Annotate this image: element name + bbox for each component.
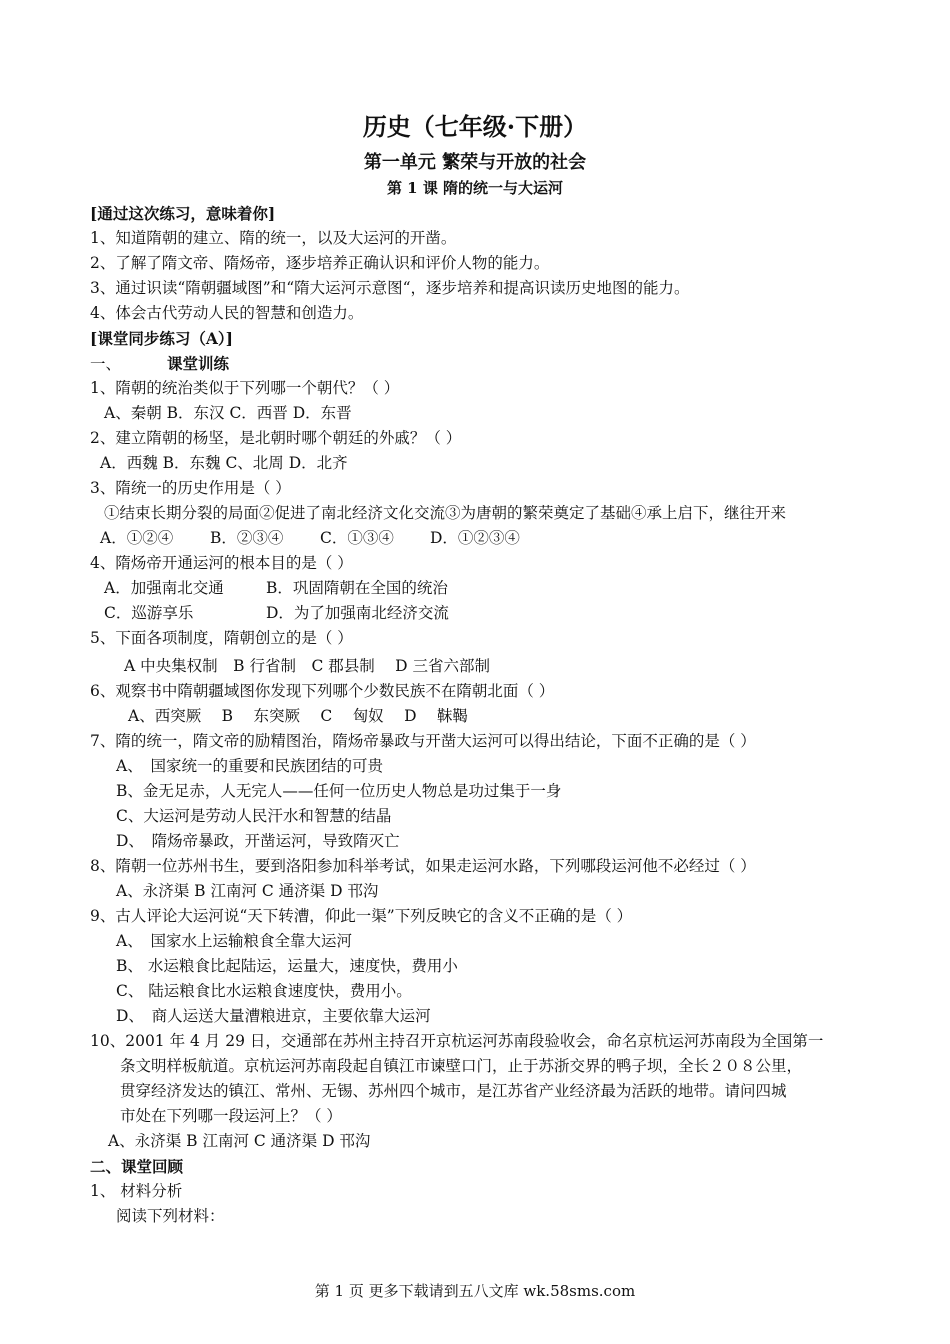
- page-title: 历史（七年级·下册）: [362, 112, 588, 141]
- question-10-line: 10、2001 年 4 月 29 日，交通部在苏州主持召开京杭运河苏南段验收会，命名京杭运河苏南段为全国第一: [90, 1032, 824, 1050]
- option-a: A．①②④: [100, 529, 174, 547]
- question-2: 2、建立隋朝的杨坚，是北朝时哪个朝廷的外戚？（ ）: [90, 429, 462, 447]
- page-footer: 第 1 页 更多下载请到五八文库 wk.58sms.com: [314, 1282, 636, 1300]
- question-5-options: A 中央集权制 B 行省制 C 郡县制 D 三省六部制: [124, 657, 491, 675]
- section-1-heading: [90, 351, 880, 376]
- question-3-options: [90, 526, 880, 551]
- question-4-options-row1: [90, 576, 880, 601]
- question-6-options: A、西突厥 B 东突厥 C 匈奴 D 靺鞨: [128, 707, 468, 725]
- goal-item: 4、体会古代劳动人民的智慧和创造力。: [90, 304, 364, 322]
- question-9-option-a: A、 国家水上运输粮食全靠大运河: [116, 932, 352, 950]
- option-c: C．巡游享乐: [104, 604, 194, 622]
- question-4: 4、隋炀帝开通运河的根本目的是（ ）: [90, 554, 353, 572]
- question-7-option-a: A、 国家统一的重要和民族团结的可贵: [116, 757, 383, 775]
- question-9: 9、古人评论大运河说“天下转漕，仰此一渠”下列反映它的含义不正确的是（ ）: [90, 907, 633, 925]
- question-7-option-c: C、大运河是劳动人民汗水和智慧的结晶: [116, 807, 392, 825]
- lesson-title: 第 1 课 隋的统一与大运河: [386, 179, 564, 197]
- question-7: 7、隋的统一，隋文帝的励精图治，隋炀帝暴政与开凿大运河可以得出结论，下面不正确的是（ ）: [90, 732, 756, 750]
- question-1: 1、隋朝的统治类似于下列哪一个朝代？（ ）: [90, 379, 400, 397]
- section-1-title: 课堂训练: [167, 354, 230, 373]
- question-5: 5、下面各项制度，隋朝创立的是（ ）: [90, 629, 353, 647]
- question-4-options-row2: [90, 601, 880, 626]
- option-a: A．加强南北交通: [104, 579, 224, 597]
- question-9-option-b: B、 水运粮食比起陆运，运量大，速度快，费用小: [116, 957, 458, 975]
- question-10-line: 市处在下列哪一段运河上？（ ）: [120, 1107, 342, 1125]
- question-9-option-c: C、 陆运粮食比水运粮食速度快，费用小。: [116, 982, 412, 1000]
- question-6: 6、观察书中隋朝疆域图你发现下列哪个少数民族不在隋朝北面（ ）: [90, 682, 555, 700]
- option-d: D．①②③④: [430, 529, 520, 547]
- section-1-number: 一、: [90, 355, 122, 373]
- question-1-options: A、秦朝 B．东汉 C．西晋 D．东晋: [104, 404, 352, 422]
- question-3: 3、隋统一的历史作用是（ ）: [90, 479, 291, 497]
- goal-item: 3、通过识读“隋朝疆域图”和“隋大运河示意图“，逐步培养和提高识读历史地图的能力。: [90, 279, 690, 297]
- unit-title: 第一单元 繁荣与开放的社会: [363, 152, 587, 173]
- question-10-line: 贯穿经济发达的镇江、常州、无锡、苏州四个城市，是江苏省产业经济最为活跃的地带。请问四城: [120, 1082, 787, 1100]
- option-d: D．为了加强南北经济交流: [266, 604, 449, 622]
- document-body: [90, 201, 880, 1229]
- goal-item: 2、了解了隋文帝、隋炀帝，逐步培养正确认识和评价人物的能力。: [90, 254, 550, 272]
- goals-heading: [通过这次练习，意味着你]: [90, 204, 276, 223]
- question-8-options: A、永济渠 B 江南河 C 通济渠 D 邗沟: [116, 882, 379, 900]
- question-2-options: A．西魏 B．东魏 C、北周 D．北齐: [100, 454, 348, 472]
- option-b: B．巩固隋朝在全国的统治: [266, 579, 448, 597]
- practice-heading: [课堂同步练习（A）]: [90, 329, 233, 348]
- section-2-heading: 二、课堂回顾: [90, 1157, 184, 1176]
- question-8: 8、隋朝一位苏州书生，要到洛阳参加科举考试，如果走运河水路，下列哪段运河他不必经过（ ）: [90, 857, 756, 875]
- question-3-statements: ①结束长期分裂的局面②促进了南北经济文化交流③为唐朝的繁荣奠定了基础④承上启下，继往开来: [104, 504, 787, 522]
- question-7-option-b: B、金无足赤，人无完人——任何一位历史人物总是功过集于一身: [116, 782, 562, 800]
- option-c: C．①③④: [320, 529, 394, 547]
- question-10-options: A、永济渠 B 江南河 C 通济渠 D 邗沟: [108, 1132, 371, 1150]
- question-9-option-d: D、 商人运送大量漕粮进京，主要依靠大运河: [116, 1007, 431, 1025]
- question-10-line: 条文明样板航道。京杭运河苏南段起自镇江市谏壁口门，止于苏浙交界的鸭子坝，全长２０８公里，: [120, 1057, 803, 1075]
- question-7-option-d: D、 隋炀帝暴政，开凿运河，导致隋灭亡: [116, 832, 400, 850]
- section-2-item-1-sub: 阅读下列材料：: [116, 1207, 225, 1225]
- goal-item: 1、知道隋朝的建立、隋的统一，以及大运河的开凿。: [90, 229, 457, 247]
- option-b: B．②③④: [210, 529, 284, 547]
- section-2-item-1: 1、 材料分析: [90, 1182, 183, 1200]
